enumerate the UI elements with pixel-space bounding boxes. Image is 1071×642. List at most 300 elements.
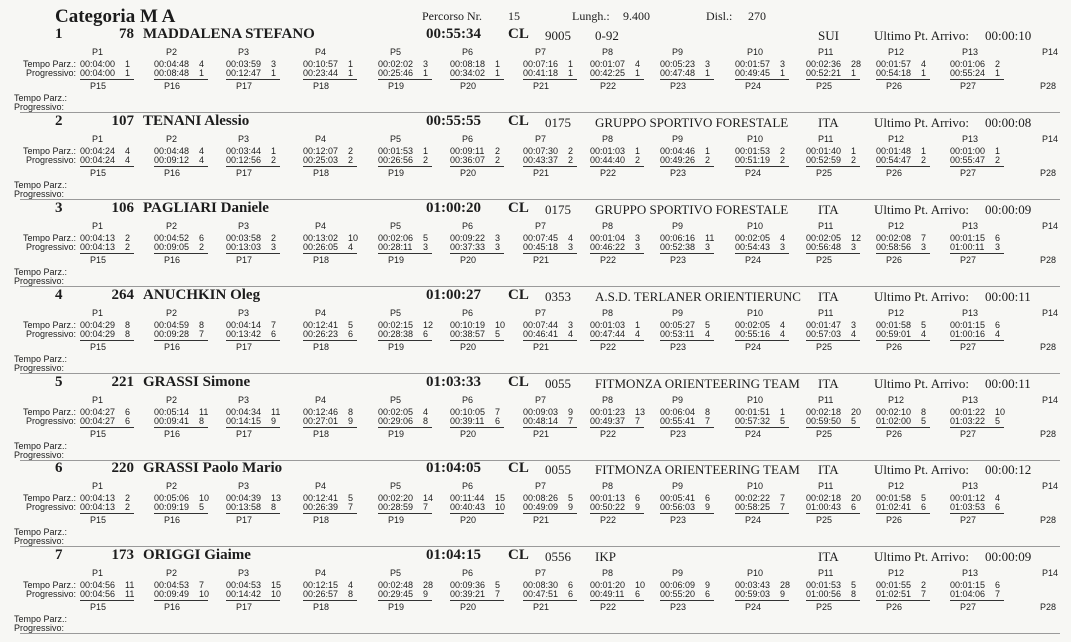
cumulative-underline [735,340,789,341]
control-label: P19 [388,255,405,265]
split-time: 00:13:02 [303,233,339,243]
control-label: P18 [313,342,330,352]
split-time: 00:01:47 [806,320,842,330]
split-place: 5 [568,493,574,503]
split-place: 13 [635,407,646,417]
cumulative-underline [806,600,860,601]
last-point-time: 00:00:12 [985,462,1032,477]
control-label: P16 [164,342,181,352]
split-time: 00:07:45 [523,233,559,243]
split-place: 10 [495,320,506,330]
control-label: P16 [164,168,181,178]
cumulative-place: 7 [495,589,501,599]
club-code: 0055 [545,376,571,391]
control-label: P27 [960,602,977,612]
cumulative-time-label-row2: Progressivo: [14,363,65,373]
last-point-label: Ultimo Pt. Arrivo: [874,115,969,130]
cumulative-place: 7 [705,416,711,426]
cumulative-underline [303,600,357,601]
cumulative-place: 2 [423,155,429,165]
control-label: P24 [745,255,762,265]
split-time: 00:07:30 [523,146,559,156]
split-place: 1 [780,407,786,417]
split-place: 4 [995,493,1001,503]
cumulative-place: 1 [199,68,205,78]
cumulative-time: 00:55:20 [660,589,696,599]
split-place: 3 [271,59,277,69]
split-time: 00:05:23 [660,59,696,69]
nation: SUI [818,28,839,43]
control-label: P25 [816,602,833,612]
split-time: 00:03:44 [226,146,262,156]
split-place: 11 [705,233,715,243]
split-place: 11 [199,407,209,417]
control-label: P2 [166,568,178,578]
split-time: 00:01:53 [378,146,414,156]
control-label: P7 [535,47,547,57]
control-label: P11 [818,308,834,318]
row-separator [20,633,1060,634]
cumulative-underline [378,79,432,80]
control-label: P26 [886,515,903,525]
split-time: 00:04:24 [80,146,116,156]
cumulative-place: 3 [780,242,786,252]
cumulative-time: 00:12:56 [226,155,262,165]
control-label: P16 [164,255,181,265]
control-label: P13 [962,308,979,318]
cumulative-place: 3 [271,242,277,252]
cumulative-place: 6 [271,329,277,339]
control-label: P15 [90,342,107,352]
athlete-name: ANUCHKIN Oleg [143,287,261,303]
cumulative-underline [523,253,577,254]
split-place: 1 [635,146,641,156]
cumulative-place: 6 [568,589,574,599]
cumulative-underline [590,600,644,601]
split-place: 10 [348,233,359,243]
split-time: 00:04:59 [154,320,190,330]
split-place: 1 [635,320,641,330]
control-label: P18 [313,429,330,439]
cumulative-place: 9 [271,416,277,426]
control-label: P16 [164,81,181,91]
cumulative-underline [876,513,930,514]
control-label: P8 [602,47,614,57]
cumulative-place: 4 [348,242,354,252]
total-time: 01:00:20 [426,200,481,216]
split-time: 00:01:55 [876,580,912,590]
control-label: P10 [747,47,764,57]
cumulative-place: 8 [125,329,131,339]
split-place: 6 [995,580,1001,590]
cumulative-time: 01:00:43 [806,502,842,512]
split-place: 1 [851,146,857,156]
split-time: 00:02:22 [735,493,771,503]
split-time: 00:01:53 [735,146,771,156]
cumulative-time: 00:55:16 [735,329,771,339]
split-place: 8 [348,407,354,417]
control-label: P11 [818,395,834,405]
control-label: P14 [1042,47,1059,57]
cumulative-time: 00:54:18 [876,68,912,78]
cumulative-place: 2 [125,242,131,252]
split-place: 7 [921,233,927,243]
last-point-label: Ultimo Pt. Arrivo: [874,462,969,477]
split-time-label: Tempo Parz.: [22,320,76,330]
cumulative-place: 4 [635,329,641,339]
athlete-name: GRASSI Paolo Mario [143,460,283,476]
split-time: 00:02:05 [806,233,842,243]
cumulative-place: 5 [921,416,927,426]
control-label: P6 [462,308,474,318]
cumulative-time: 00:28:38 [378,329,414,339]
split-place: 6 [635,493,641,503]
cumulative-place: 6 [921,502,927,512]
split-time: 00:04:48 [154,59,190,69]
last-point-label: Ultimo Pt. Arrivo: [874,202,969,217]
cumulative-time: 00:09:49 [154,589,190,599]
split-place: 3 [635,233,641,243]
split-time-label: Tempo Parz.: [22,233,76,243]
cumulative-underline [154,600,208,601]
split-time: 00:02:20 [378,493,414,503]
club-name: 0-92 [595,28,619,43]
split-time: 00:06:09 [660,580,696,590]
cumulative-time: 00:28:11 [378,242,413,252]
cl-label: CL [508,26,529,42]
cumulative-underline [590,253,644,254]
control-label: P4 [315,134,327,144]
split-place: 5 [921,320,927,330]
cumulative-underline [590,427,644,428]
split-place: 4 [423,407,429,417]
control-label: P20 [460,168,477,178]
split-time: 00:10:05 [450,407,486,417]
club-code: 0175 [545,115,571,130]
cumulative-time: 00:56:03 [660,502,696,512]
cumulative-time: 01:02:41 [876,502,912,512]
split-time: 00:01:06 [950,59,986,69]
cumulative-time: 00:55:41 [660,416,696,426]
nation: ITA [818,376,839,391]
cumulative-time: 00:38:57 [450,329,486,339]
split-time: 00:02:18 [806,407,842,417]
split-time: 00:04:13 [80,233,116,243]
cumulative-underline [450,513,504,514]
split-time: 00:03:43 [735,580,771,590]
cumulative-underline [876,166,930,167]
cumulative-underline [950,513,1004,514]
cumulative-time: 00:04:29 [80,329,116,339]
split-time: 00:01:58 [876,320,912,330]
split-time: 00:12:41 [303,493,339,503]
split-place: 20 [851,407,862,417]
cumulative-place: 4 [780,329,786,339]
club-name: FITMONZA ORIENTEERING TEAM [595,376,800,391]
cumulative-time: 00:39:21 [450,589,486,599]
control-label: P28 [1040,168,1057,178]
control-label: P19 [388,168,405,178]
cumulative-time: 00:59:01 [876,329,912,339]
split-time: 00:03:58 [226,233,262,243]
cumulative-time: 00:56:48 [806,242,842,252]
cumulative-underline [378,513,432,514]
bib-number: 173 [111,547,134,563]
cumulative-place: 2 [568,155,574,165]
split-time-label-row2: Tempo Parz.: [14,527,68,537]
cumulative-underline [80,166,134,167]
cumulative-time: 00:37:33 [450,242,486,252]
split-place: 15 [495,493,506,503]
cumulative-place: 7 [635,416,641,426]
control-label: P9 [672,221,684,231]
cumulative-underline [154,513,208,514]
control-label: P9 [672,568,684,578]
cumulative-place: 4 [921,329,927,339]
control-label: P27 [960,515,977,525]
nation: ITA [818,462,839,477]
split-place: 3 [423,59,429,69]
control-label: P4 [315,568,327,578]
control-label: P20 [460,255,477,265]
cumulative-place: 2 [851,155,857,165]
cumulative-underline [154,79,208,80]
control-label: P11 [818,134,834,144]
cumulative-underline [226,340,280,341]
split-place: 1 [921,146,927,156]
split-place: 1 [271,146,277,156]
control-label: P6 [462,47,474,57]
cumulative-time: 00:54:47 [876,155,912,165]
cumulative-time: 00:08:48 [154,68,190,78]
cumulative-place: 9 [348,416,354,426]
split-place: 10 [995,407,1006,417]
cumulative-place: 7 [348,502,354,512]
split-time: 00:09:22 [450,233,486,243]
cumulative-time-label: Progressivo: [25,416,76,426]
split-time: 00:04:13 [80,493,116,503]
cumulative-underline [735,253,789,254]
split-time: 00:01:04 [590,233,626,243]
category-title: Categoria M A [55,6,176,27]
control-label: P24 [745,342,762,352]
cumulative-time: 00:58:56 [876,242,912,252]
control-label: P2 [166,308,178,318]
cumulative-time: 00:25:03 [303,155,339,165]
control-label: P28 [1040,255,1057,265]
cumulative-place: 1 [780,68,786,78]
cumulative-place: 4 [568,329,574,339]
cumulative-underline [226,427,280,428]
cumulative-time: 00:58:25 [735,502,771,512]
cumulative-place: 9 [705,502,711,512]
cumulative-place: 1 [348,68,354,78]
split-place: 6 [125,407,131,417]
control-label: P26 [886,81,903,91]
cumulative-underline [523,166,577,167]
control-label: P23 [670,429,687,439]
cumulative-underline [154,253,208,254]
cumulative-place: 2 [348,155,354,165]
club-name: FITMONZA ORIENTEERING TEAM [595,462,800,477]
control-label: P8 [602,308,614,318]
control-label: P1 [92,308,104,318]
last-point-label: Ultimo Pt. Arrivo: [874,376,969,391]
cumulative-time: 00:29:06 [378,416,414,426]
cumulative-underline [806,253,860,254]
control-label: P7 [535,308,547,318]
split-time: 00:01:53 [806,580,842,590]
control-label: P10 [747,221,764,231]
split-place: 1 [348,59,354,69]
control-label: P25 [816,81,833,91]
cumulative-underline [950,79,1004,80]
cumulative-time: 00:43:37 [523,155,559,165]
control-label: P27 [960,429,977,439]
split-time: 00:04:46 [660,146,696,156]
split-place: 13 [271,493,282,503]
cumulative-underline [80,600,134,601]
split-time: 00:01:20 [590,580,626,590]
split-time: 00:05:06 [154,493,190,503]
cumulative-underline [876,340,930,341]
cumulative-underline [80,427,134,428]
split-time: 00:10:19 [450,320,486,330]
split-time: 00:02:15 [378,320,414,330]
cumulative-underline [80,253,134,254]
control-label: P11 [818,568,834,578]
cumulative-underline [660,166,714,167]
cumulative-underline [660,79,714,80]
result-entry [0,27,1071,113]
cumulative-place: 2 [705,155,711,165]
split-place: 5 [851,580,857,590]
cumulative-place: 6 [635,589,641,599]
cumulative-time: 00:09:28 [154,329,190,339]
cl-label: CL [508,374,529,390]
cumulative-time: 00:09:05 [154,242,190,252]
control-label: P20 [460,602,477,612]
cumulative-time: 00:26:56 [378,155,414,165]
cumulative-place: 10 [495,502,506,512]
result-entry [0,114,1071,200]
control-label: P19 [388,342,405,352]
nation: ITA [818,549,839,564]
last-point-time: 00:00:10 [985,28,1032,43]
control-label: P24 [745,602,762,612]
cumulative-time: 00:40:43 [450,502,486,512]
club-name: GRUPPO SPORTIVO FORESTALE [595,115,789,130]
split-place: 8 [921,407,927,417]
cumulative-place: 7 [568,416,574,426]
split-time-label: Tempo Parz.: [22,407,76,417]
split-time: 00:01:15 [950,233,986,243]
control-label: P3 [238,308,250,318]
cumulative-time: 00:25:46 [378,68,414,78]
control-label: P11 [818,481,834,491]
split-place: 5 [348,493,354,503]
cumulative-place: 9 [780,589,786,599]
control-label: P13 [962,481,979,491]
split-place: 3 [780,59,786,69]
cumulative-time: 00:26:23 [303,329,339,339]
cumulative-place: 7 [995,589,1001,599]
split-place: 5 [495,580,501,590]
cumulative-time-label-row2: Progressivo: [14,450,65,460]
control-label: P23 [670,255,687,265]
split-time: 00:01:51 [735,407,771,417]
control-label: P25 [816,515,833,525]
control-label: P15 [90,602,107,612]
control-label: P4 [315,221,327,231]
split-place: 28 [851,59,862,69]
control-label: P3 [238,134,250,144]
control-label: P2 [166,395,178,405]
control-label: P12 [888,221,905,231]
cumulative-underline [450,340,504,341]
control-label: P1 [92,481,104,491]
control-label: P26 [886,168,903,178]
control-label: P26 [886,429,903,439]
control-label: P25 [816,255,833,265]
control-label: P16 [164,515,181,525]
cumulative-place: 1 [705,68,711,78]
last-point-time: 00:00:09 [985,549,1032,564]
cumulative-underline [226,79,280,80]
cumulative-underline [806,340,860,341]
cumulative-underline [303,340,357,341]
control-label: P22 [600,602,617,612]
cumulative-time: 00:04:13 [80,242,116,252]
control-label: P6 [462,568,474,578]
cumulative-place: 9 [635,502,641,512]
cumulative-place: 2 [635,155,641,165]
split-place: 4 [921,59,927,69]
cumulative-time: 00:47:51 [523,589,559,599]
cumulative-place: 6 [423,329,429,339]
control-label: P10 [747,134,764,144]
cumulative-underline [950,427,1004,428]
cumulative-underline [523,427,577,428]
last-point-time: 00:00:08 [985,115,1032,130]
control-label: P18 [313,602,330,612]
control-label: P8 [602,395,614,405]
rank: 3 [55,200,63,216]
cumulative-underline [735,427,789,428]
control-label: P17 [236,255,253,265]
split-time: 00:05:41 [660,493,696,503]
control-label: P7 [535,481,547,491]
control-label: P23 [670,81,687,91]
cumulative-underline [950,166,1004,167]
cumulative-place: 9 [423,589,429,599]
cumulative-time: 00:49:37 [590,416,626,426]
cumulative-time: 00:55:47 [950,155,986,165]
cumulative-time: 00:47:44 [590,329,626,339]
control-label: P25 [816,168,833,178]
cumulative-time: 00:55:24 [950,68,986,78]
total-time: 01:04:05 [426,460,481,476]
cumulative-time: 01:00:16 [950,329,986,339]
split-place: 3 [568,320,574,330]
split-time: 00:01:13 [590,493,626,503]
length-value: 9.400 [623,9,650,23]
split-place: 2 [348,146,354,156]
split-time: 00:04:29 [80,320,116,330]
cumulative-underline [806,427,860,428]
control-label: P8 [602,221,614,231]
split-place: 10 [199,493,210,503]
